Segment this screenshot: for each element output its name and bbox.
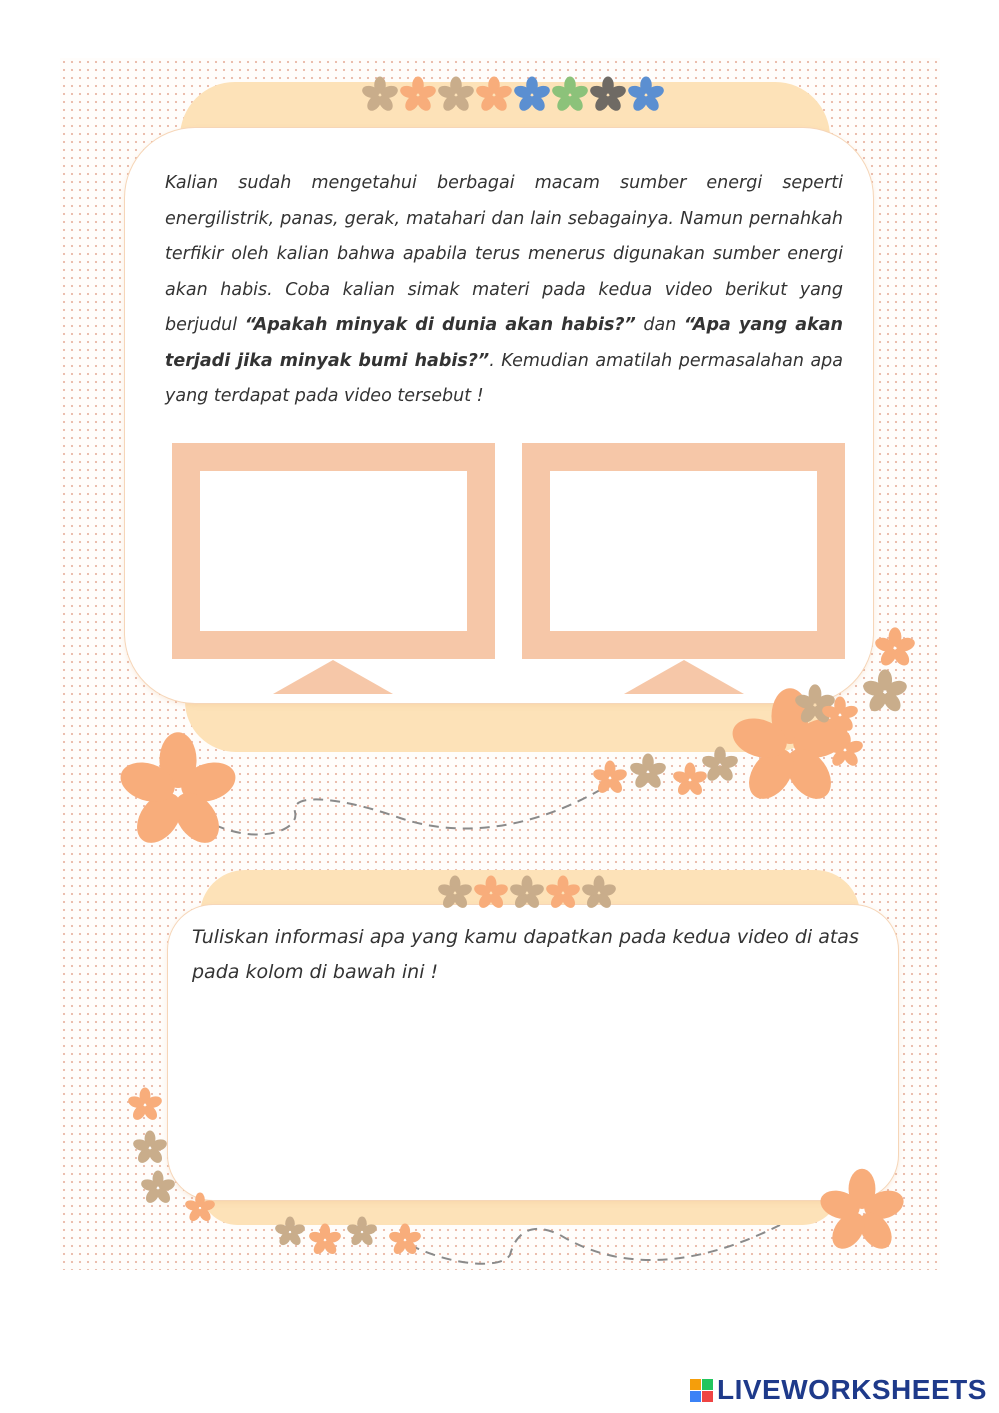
flower-icon [115, 732, 240, 851]
flower-icon [551, 76, 590, 113]
flower-icon [509, 875, 546, 910]
flower-icon [346, 1217, 378, 1248]
flower-icon [545, 875, 582, 910]
flower-icon [132, 1130, 169, 1165]
flower-icon [437, 875, 474, 910]
flower-icon [388, 1224, 423, 1257]
flower-icon [127, 1087, 164, 1122]
flower-icon [274, 1217, 306, 1248]
flower-icon [437, 76, 476, 113]
video-title-2: “Apa yang akan terjadi jika minyak bumi habis?” [165, 315, 843, 371]
flower-icon [473, 875, 510, 910]
flower-icon [581, 875, 618, 910]
flower-icon [861, 669, 908, 714]
video-title-1: “Apakah minyak di dunia akan habis?” [244, 315, 636, 335]
flower-icon [361, 76, 400, 113]
instruction-text: Kalian sudah mengetahui berbagai macam sumber energi seperti energilistrik, panas, gerak, matahari dan lain sebagainya. Namun pernahkah terfikir oleh kalian bahwa apabila terus menerus digunakan sumber energi akan habis. Coba kalian simak materi pada kedua video berikut yang berjudul “Apakah minyak di dunia akan habis?” dan “Apa yang akan terjadi jika minyak bumi habis?”. Kemudian amatilah permasalahan apa yang terdapat pada video tersebut ! [165, 173, 843, 406]
liveworksheets-logo-mark-icon [690, 1379, 713, 1402]
liveworksheets-logo[interactable] [690, 1370, 987, 1410]
task-prompt: Tuliskan informasi apa yang kamu dapatkan pada kedua video di atas pada kolom di bawah ini ! [192, 926, 859, 983]
flower-icon [399, 76, 438, 113]
flower-icon [627, 76, 666, 113]
flower-icon [475, 76, 514, 113]
flower-icon [629, 753, 668, 790]
flower-icon [140, 1170, 177, 1205]
flower-icon [701, 746, 740, 783]
flower-icon [672, 762, 709, 797]
flower-icon [308, 1224, 343, 1257]
flower-icon [817, 1169, 908, 1255]
flower-icon [184, 1193, 216, 1224]
flower-icon [513, 76, 552, 113]
flower-icon [592, 760, 629, 795]
flower-icon [873, 627, 916, 668]
logo-text: LIVEWORKSHEETS [717, 1374, 987, 1405]
flower-icon [589, 76, 628, 113]
